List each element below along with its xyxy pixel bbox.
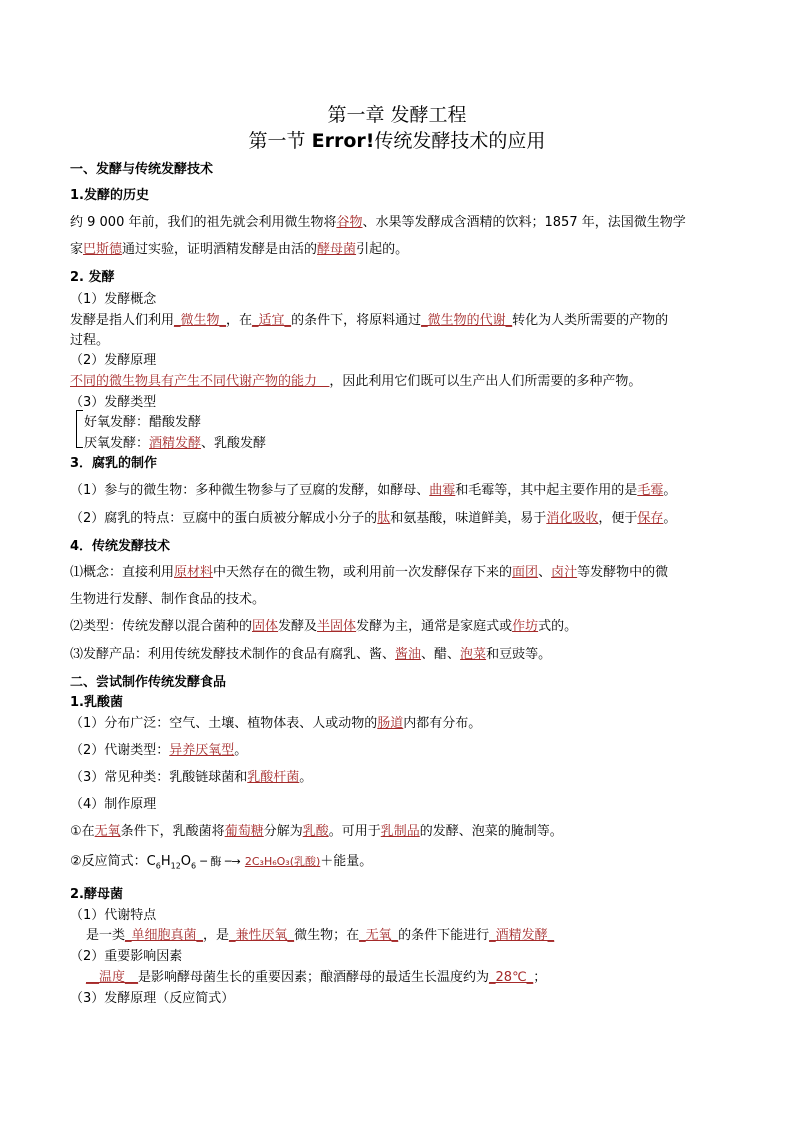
yeast-line-1: 是一类_单细胞真菌_，是_兼性厌氧_微生物；在_无氧_的条件下能进行_酒精发酵_ xyxy=(86,928,555,943)
chapter-title: 第一章 发酵工程 xyxy=(327,104,467,126)
tech-line-1: ⑴概念：直接利用原材料中天然存在的微生物，或利用前一次发酵保存下来的面团、卤汁等发酵物中的微 xyxy=(70,565,669,580)
heading-tech: 4．传统发酵技术 xyxy=(70,539,171,554)
error-text: Error! xyxy=(311,130,375,152)
heading-ferment: 2. 发酵 xyxy=(70,270,115,285)
lactic-equation: ②反应简式：$C_6H_{12}O_6$ ─ 酶 ─→ 2C₃H₆O₃(乳酸)＋能量。 xyxy=(70,854,373,871)
section-prefix: 第一节 xyxy=(248,130,306,152)
answer: 异养厌氧型 xyxy=(169,743,235,758)
heading-part1: 一、发酵与传统发酵技术 xyxy=(70,162,214,177)
yeast-line-2: __温度__是影响酵母菌生长的重要因素；酿酒酵母的最适生长温度约为_28℃_； xyxy=(86,970,547,985)
answer: 固体 xyxy=(252,619,279,634)
tech-line-3: ⑵类型：传统发酵以混合菌种的固体发酵及半固体发酵为主，通常是家庭式或作坊式的。 xyxy=(70,619,578,634)
answer: 消化吸收 xyxy=(546,511,599,526)
answer: __温度__ xyxy=(86,970,139,985)
yeast-principle-label: （3）发酵原理（反应简式） xyxy=(70,991,235,1006)
aerobic-type: 好氧发酵：醋酸发酵 xyxy=(84,415,202,430)
answer: _无氧_ xyxy=(359,928,399,943)
answer: _兼性厌氧_ xyxy=(229,928,295,943)
sufu-line-1: （1）参与的微生物：多种微生物参与了豆腐的发酵，如酵母、曲霉和毛霉等，其中起主要作用的是毛霉。 xyxy=(70,483,677,498)
ferment-definition-cont: 过程。 xyxy=(70,333,110,348)
ferment-definition: 发酵是指人们利用_微生物_，在_适宜_的条件下，将原料通过_微生物的代谢_转化为人类所需要的产物的 xyxy=(70,313,669,328)
heading-yeast: 2.酵母菌 xyxy=(70,887,123,902)
yeast-metabolism-label: （1）代谢特点 xyxy=(70,908,157,923)
sufu-line-2: （2）腐乳的特点：豆腐中的蛋白质被分解成小分子的肽和氨基酸，味道鲜美，易于消化吸收，便于保存。 xyxy=(70,511,677,526)
answer: 不同的微生物具有产生不同代谢产物的能力 xyxy=(70,374,330,389)
answer: 作坊 xyxy=(512,619,539,634)
tech-line-2: 生物进行发酵、制作食品的技术。 xyxy=(70,592,266,607)
answer: _单细胞真菌_ xyxy=(125,928,204,943)
tech-line-4: ⑶发酵产品：利用传统发酵技术制作的食品有腐乳、酱、酱油、醋、泡菜和豆豉等。 xyxy=(70,647,552,662)
anaerobic-type: 厌氧发酵：酒精发酵、乳酸发酵 xyxy=(84,436,267,451)
answer: _微生物_ xyxy=(174,313,227,328)
section-title xyxy=(0,126,794,153)
answer: 泡菜 xyxy=(460,647,487,662)
answer: 2C₃H₆O₃(乳酸) xyxy=(244,855,321,868)
ferment-principle-label: （2）发酵原理 xyxy=(70,353,157,368)
enzyme-arrow: ─ 酶 ─→ xyxy=(200,855,241,868)
answer: 原材料 xyxy=(174,565,214,580)
answer: _酒精发酵_ xyxy=(489,928,555,943)
ferment-concept-label: （1）发酵概念 xyxy=(70,292,157,307)
answer: _微生物的代谢_ xyxy=(421,313,513,328)
answer: 肽 xyxy=(377,511,391,526)
lactic-line-3: （3）常见种类：乳酸链球菌和乳酸杆菌。 xyxy=(70,770,313,785)
yeast-factors-label: （2）重要影响因素 xyxy=(70,949,183,964)
answer: 巴斯德 xyxy=(83,242,123,257)
answer: 保存 xyxy=(637,511,664,526)
answer: 乳制品 xyxy=(380,824,420,839)
ferment-principle: 不同的微生物具有产生不同代谢产物的能力 ，因此利用它们既可以生产出人们所需要的多种产物。 xyxy=(70,374,642,389)
answer: 酵母菌 xyxy=(317,242,357,257)
answer: 面团 xyxy=(512,565,539,580)
lactic-line-1: （1）分布广泛：空气、土壤、植物体表、人或动物的肠道内都有分布。 xyxy=(70,716,482,731)
answer: 谷物 xyxy=(336,215,363,230)
history-line-1: 约 9 000 年前，我们的祖先就会利用微生物将谷物、水果等发酵成含酒精的饮料；1857 年，法国微生物学 xyxy=(70,215,686,230)
lactic-line-2: （2）代谢类型：异养厌氧型。 xyxy=(70,743,248,758)
answer: 乳酸 xyxy=(302,824,329,839)
heading-part2: 二、尝试制作传统发酵食品 xyxy=(70,675,227,690)
answer: 卤汁 xyxy=(551,565,578,580)
heading-history: 1.发酵的历史 xyxy=(70,188,149,203)
answer: 毛霉 xyxy=(637,483,664,498)
answer: _适宜_ xyxy=(252,313,292,328)
answer: 乳酸杆菌 xyxy=(247,770,300,785)
ferment-types-label: （3）发酵类型 xyxy=(70,395,157,410)
answer: 无氧 xyxy=(94,824,121,839)
answer: 酱油 xyxy=(395,647,422,662)
answer: _28℃_ xyxy=(489,970,534,985)
heading-sufu: 3．腐乳的制作 xyxy=(70,456,158,471)
heading-lactic: 1.乳酸菌 xyxy=(70,695,123,710)
section-name: 传统发酵技术的应用 xyxy=(374,130,546,152)
answer: 肠道 xyxy=(377,716,404,731)
history-line-2: 家巴斯德通过实验，证明酒精发酵是由活的酵母菌引起的。 xyxy=(70,242,409,257)
lactic-line-5: ①在无氧条件下，乳酸菌将葡萄糖分解为乳酸。可用于乳制品的发酵、泡菜的腌制等。 xyxy=(70,824,563,839)
answer: 曲霉 xyxy=(429,483,456,498)
brace xyxy=(76,410,83,448)
lactic-line-4: （4）制作原理 xyxy=(70,797,157,812)
answer: 半固体 xyxy=(317,619,357,634)
answer: 酒精发酵 xyxy=(149,436,202,451)
answer: 葡萄糖 xyxy=(224,824,264,839)
